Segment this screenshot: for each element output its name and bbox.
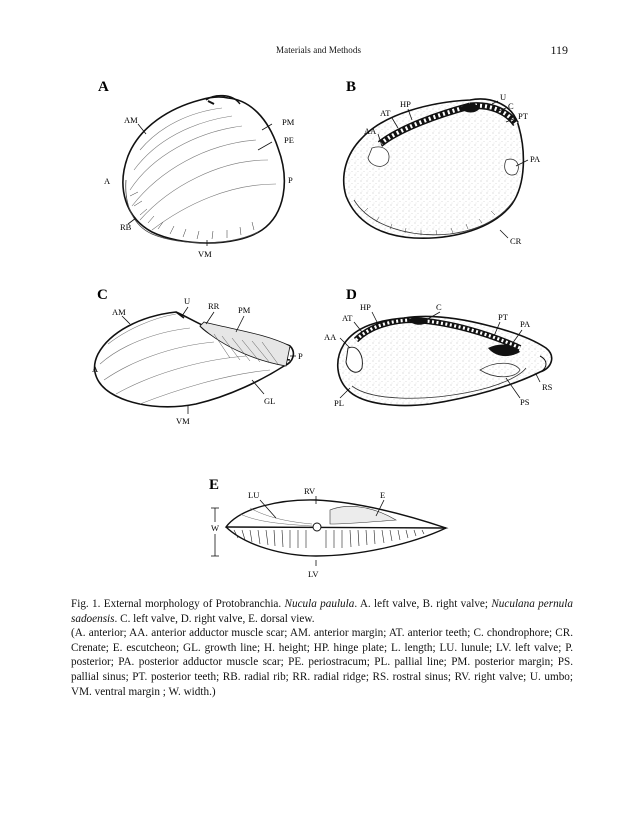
panel-b-label-at: AT	[380, 108, 391, 118]
panel-a-label-p: P	[288, 175, 293, 185]
panel-e-label-e: E	[380, 490, 386, 500]
panel-c-label-u: U	[184, 296, 191, 306]
figure-caption	[71, 597, 573, 699]
panel-d-label-c: C	[436, 302, 442, 312]
panel-d-label-rs: RS	[542, 382, 553, 392]
panel-b-label-pa: PA	[530, 154, 541, 164]
panel-a-label-pm: PM	[282, 117, 295, 127]
caption-fig-ref: Fig. 1.	[71, 598, 101, 610]
panel-e	[209, 477, 446, 579]
panel-d-label-at: AT	[342, 313, 353, 323]
panel-e-shell-drawing	[226, 500, 446, 556]
panel-d-label-pa: PA	[520, 319, 531, 329]
panel-b-label-cr: CR	[510, 236, 522, 246]
panel-e-letter: E	[209, 477, 220, 493]
page-number: 119	[550, 43, 568, 57]
caption-mid-2: . C. left valve, D. right valve, E. dorsal view.	[114, 612, 315, 625]
panel-a-label-vm: VM	[198, 249, 212, 259]
panel-a-label-a: A	[104, 176, 111, 186]
panel-b-label-hp: HP	[400, 99, 411, 109]
panel-d-label-hp: HP	[360, 302, 371, 312]
caption-abbreviations: (A. anterior; AA. anterior adductor muscle scar; AM. anterior margin; AT. anterior teeth; C. chondrophore; CR. Crenate; E. escutcheon; GL. growth line; H. height; HP. hinge plate; L. length; LU. lunule; LV. left valve; P. posterior; PA. posterior adductor muscle scar; PE. periostracum; PL. pallial line; PM. posterior margin; PS. pallial sinus; PT. posterior teeth; RB. radial rib; RR. radial ridge; RS. rostral sinus; RV. right valve; U. umbo; VM. ventral margin ; W. width.)	[71, 627, 573, 698]
panel-b-label-aa: AA	[364, 126, 377, 136]
panel-b-letter: B	[346, 79, 357, 95]
panel-e-label-rv: RV	[304, 486, 316, 496]
panel-d-label-ps: PS	[520, 397, 530, 407]
panel-e-label-lu: LU	[248, 490, 260, 500]
panel-e-label-w: W	[211, 523, 220, 533]
panel-c-shell-drawing	[95, 312, 294, 407]
panel-b-label-pt: PT	[518, 111, 528, 121]
caption-species-1: Nucula paulula	[284, 598, 355, 610]
panel-c-label-pm: PM	[238, 305, 251, 315]
panel-b-label-c: C	[508, 101, 514, 111]
panel-a-label-rb: RB	[120, 222, 132, 232]
panel-a-label-am: AM	[124, 115, 138, 125]
panel-d	[324, 287, 553, 408]
panel-c-label-a: A	[92, 364, 99, 374]
panel-c-letter: C	[97, 287, 108, 303]
panel-b-label-u: U	[500, 92, 507, 102]
panel-c-label-gl: GL	[264, 396, 276, 406]
caption-mid-1: . A. left valve, B. right valve;	[354, 598, 492, 610]
panel-c-label-p: P	[298, 351, 303, 361]
panel-a-letter: A	[98, 79, 109, 95]
panel-d-label-pl: PL	[334, 398, 344, 408]
panel-a-shell-drawing	[123, 96, 284, 243]
panel-a-label-pe: PE	[284, 135, 294, 145]
panel-e-label-lv: LV	[308, 569, 319, 579]
panel-b	[344, 79, 541, 246]
panel-d-label-aa: AA	[324, 332, 337, 342]
panel-d-label-pt: PT	[498, 312, 508, 322]
panel-c-label-am: AM	[112, 307, 126, 317]
panel-d-letter: D	[346, 287, 357, 303]
caption-lead: External morphology of Protobranchia.	[100, 598, 285, 610]
running-title: Materials and Methods	[276, 45, 362, 55]
caption-species-2: Nuculana pernula sadoensis	[71, 598, 573, 625]
panel-d-shell-drawing	[338, 316, 552, 405]
caption-main	[71, 597, 573, 626]
panel-c	[92, 287, 303, 426]
panel-b-shell-drawing	[344, 99, 524, 238]
panel-a	[98, 79, 295, 259]
panel-c-label-rr: RR	[208, 301, 220, 311]
panel-c-label-vm: VM	[176, 416, 190, 426]
